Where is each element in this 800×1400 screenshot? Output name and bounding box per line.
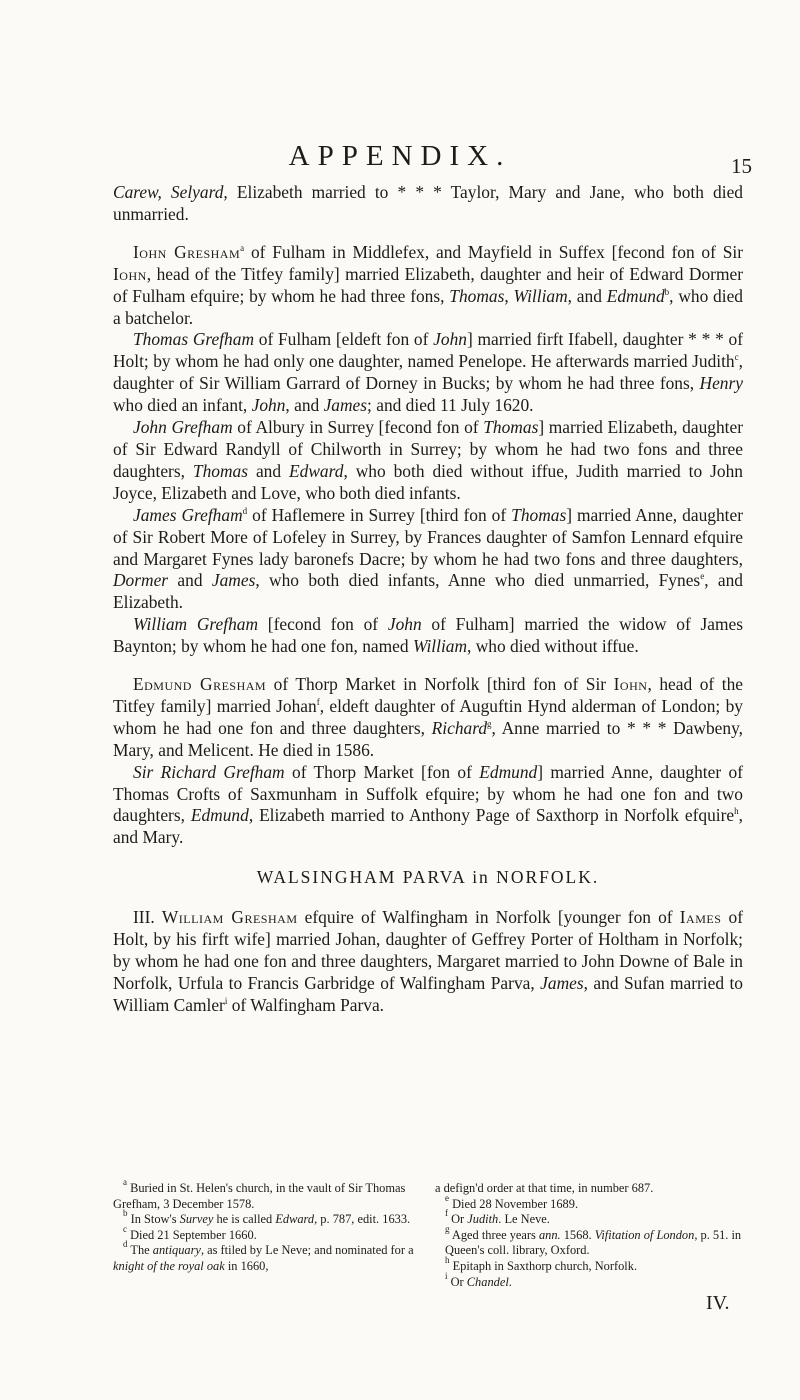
footnotes-right-column	[435, 1181, 743, 1290]
paragraph-william-gresham: William Grefham [fecond fon of John of Fulham] married the widow of James Baynton; by whom he had one fon, named William, who died without iffue.	[113, 614, 743, 657]
paragraph-edmund-gresham: Edmund Gresham of Thorp Market in Norfolk [third fon of Sir Iohn, head of the Titfey family] married Johan$^f$, eldeft daughter of Auguftin Hynd alderman of London; by whom he had one fon and three daughters, Richard$^g$, Anne married to * * * Dawbeny, Mary, and Melicent. He died in 1586.	[113, 674, 743, 760]
running-title: APPENDIX.	[288, 140, 512, 172]
footnote-c: $^c$ Died 21 September 1660.	[123, 1223, 257, 1242]
footnote-g: $^g$ Aged three years ann. 1568. Vifitation of London, p. 51. in Queen's coll. library, Oxford.	[445, 1223, 742, 1258]
footnote-f: $^f$ Or Judith. Le Neve.	[445, 1208, 550, 1227]
section-heading: WALSINGHAM PARVA in NORFOLK.	[256, 867, 600, 888]
paragraph-sir-richard-gresham: Sir Richard Grefham of Thorp Market [fon of Edmund] married Anne, daughter of Thomas Crofts of Saxmunham in Suffolk efquire; by whom he had one fon and two daughters, Edmund, Elizabeth married to Anthony Page of Saxthorp in Norfolk efquire$^h$, and Mary.	[113, 761, 744, 848]
paragraph-thomas-gresham: Thomas Grefham of Fulham [eldeft fon of John] married firft Ifabell, daughter * * * of Holt; by whom he had only one daughter, named Penelope. He afterwards married Judith$^c$, daughter of Sir William Garrard of Dorney in Bucks; by whom he had three fons, Henry who died an infant, John, and James; and died 11 July 1620.	[113, 329, 743, 416]
paragraph-william-gresham-walsingham: III. William Gresham efquire of Walfingham in Norfolk [younger fon of Iames of Holt, by his firft wife] married Johan, daughter of Geffrey Porter of Holtham in Norfolk; by whom he had one fon and three daughters, Margaret married to John Downe of Bale in Norfolk, Urfula to Francis Garbridge of Walfingham Parva, James, and Sufan married to William Camler$^i$ of Walfingham Parva.	[113, 907, 744, 1015]
footnote-d-continued: a defign'd order at that time, in number 687.	[435, 1181, 654, 1195]
paragraph-james-gresham: James Grefham$^d$ of Haflemere in Surrey [third fon of Thomas] married Anne, daughter of Sir Robert More of Lofeley in Surrey, by Frances daughter of Samfon Lennard efquire and Margaret Fynes lady baronefs Dacre; by whom he had two fons and three daughters, Dormer and James, who both died infants, Anne who died unmarried, Fynes$^e$, and Elizabeth.	[113, 504, 743, 613]
footnote-a: $^a$ Buried in St. Helen's church, in the vault of Sir Thomas Grefham, 3 December 1578.	[113, 1177, 406, 1211]
paragraph-iohn-gresham: Iohn Gresham$^a$ of Fulham in Middlefex, and Mayfield in Suffex [fecond fon of Sir Iohn, head of the Titfey family] married Elizabeth, daughter and heir of Edward Dormer of Fulham efquire; by whom he had three fons, Thomas, William, and Edmund$^b$, who died a batchelor.	[113, 241, 743, 328]
paragraph-john-gresham: John Grefham of Albury in Surrey [fecond fon of Thomas] married Elizabeth, daughter of Sir Edward Randyll of Chilworth in Surrey; by whom he had two fons and three daughters, Thomas and Edward, who both died without iffue, Judith married to John Joyce, Elizabeth and Love, who both died infants.	[113, 417, 744, 503]
footnote-e: $^e$ Died 28 November 1689.	[445, 1192, 579, 1211]
body-text	[113, 182, 743, 1017]
footnote-b: $^b$ In Stow's Survey he is called Edward, p. 787, edit. 1633.	[123, 1208, 411, 1227]
footnotes	[113, 1177, 743, 1290]
paragraph-carew: Carew, Selyard, Elizabeth married to * * * Taylor, Mary and Jane, who both died unmarried.	[113, 182, 744, 224]
footnote-d: $^d$ The antiquary, as ftiled by Le Neve; and nominated for a knight of the royal oak in 1660,	[113, 1239, 414, 1273]
footnotes-left-column	[113, 1177, 421, 1290]
catchword: IV.	[706, 1292, 730, 1314]
page-number: 15	[731, 154, 752, 178]
footnote-i: $^i$ Or Chandel.	[445, 1270, 512, 1289]
footnote-h: $^h$ Epitaph in Saxthorp church, Norfolk.	[445, 1254, 638, 1273]
